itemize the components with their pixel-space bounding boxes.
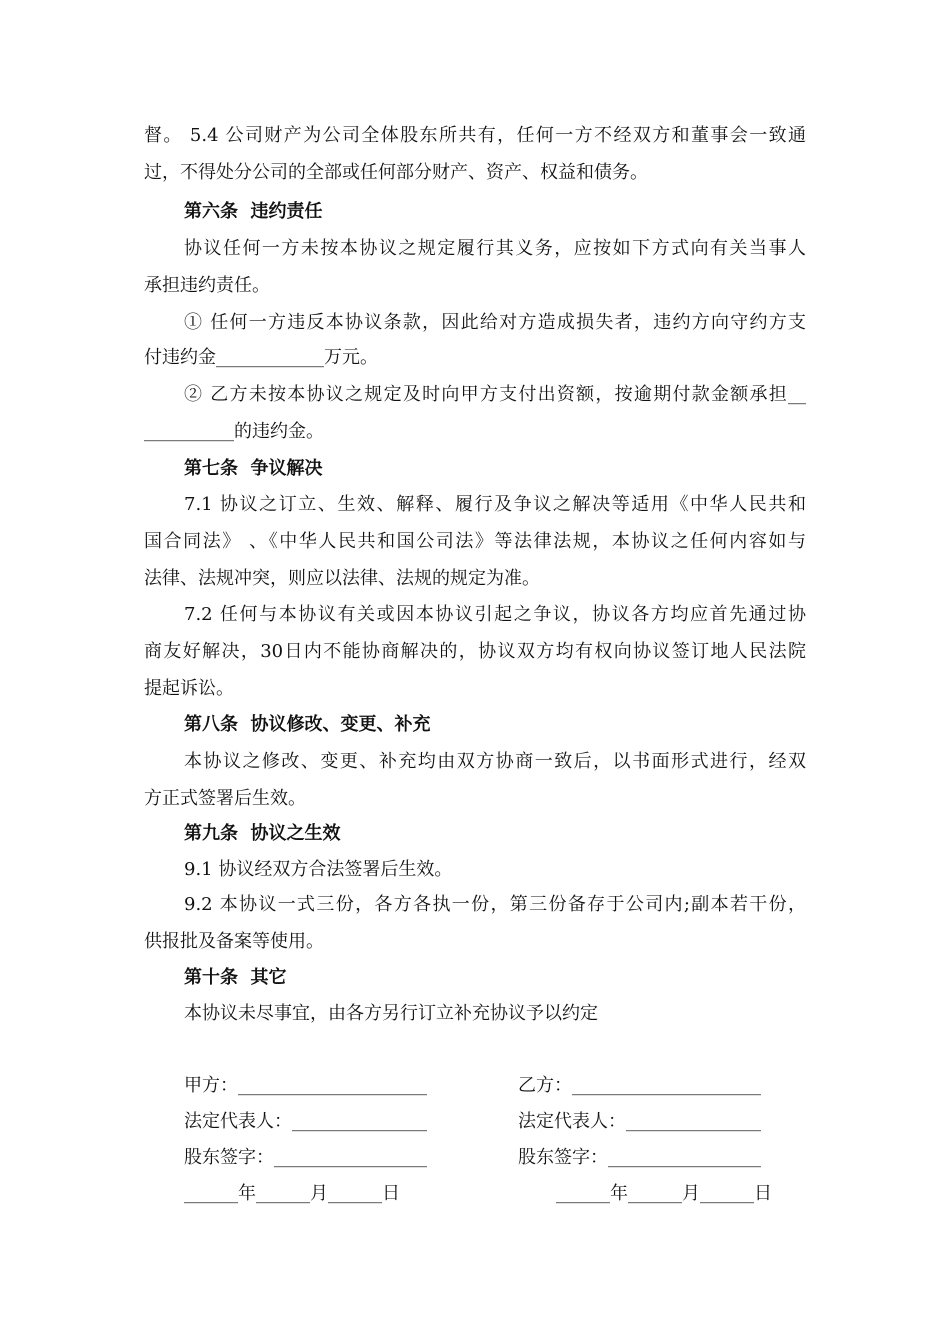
party-b-date-line: ______年______月______日 [556, 1183, 772, 1204]
paragraph-line: 协议任何一方未按本协议之规定履行其义务，应按如下方式向有关当事人 [184, 238, 806, 259]
article-8-title: 第八条 协议修改、变更、补充 [184, 714, 431, 735]
party-b-signature-line: 乙方：_____________________ [518, 1075, 761, 1096]
paragraph-line: 国合同法》 、《中华人民共和国公司法》等法律法规，本协议之任何内容如与 [144, 531, 806, 552]
party-a-date-line: ______年______月______日 [184, 1183, 400, 1204]
paragraph-line: 提起诉讼。 [144, 678, 234, 699]
party-a-representative-line: 法定代表人：_______________ [184, 1111, 427, 1132]
paragraph-line: 供报批及备案等使用。 [144, 931, 324, 952]
paragraph-line: 商友好解决，30日内不能协商解决的，协议双方均有权向协议签订地人民法院 [144, 641, 806, 662]
paragraph-line: 本协议之修改、变更、补充均由双方协商一致后，以书面形式进行，经双 [184, 751, 806, 772]
clause-item-2: ② 乙方未按本协议之规定及时向甲方支付出资额，按逾期付款金额承担__ [184, 384, 806, 405]
paragraph-line: 7.1 协议之订立、生效、解释、履行及争议之解决等适用《中华人民共和 [184, 494, 806, 515]
paragraph-line: __________的违约金。 [144, 421, 324, 442]
article-10-title: 第十条 其它 [184, 967, 287, 988]
paragraph-line: 法律、法规冲突，则应以法律、法规的规定为准。 [144, 568, 540, 589]
party-a-signature-line: 甲方：_____________________ [184, 1075, 427, 1096]
paragraph-line: 9.1 协议经双方合法签署后生效。 [184, 859, 453, 880]
paragraph-line: 督。 5.4 公司财产为公司全体股东所共有，任何一方不经双方和董事会一致通 [144, 125, 806, 146]
article-7-title: 第七条 争议解决 [184, 458, 323, 479]
paragraph-line: 7.2 任何与本协议有关或因本协议引起之争议，协议各方均应首先通过协 [184, 604, 806, 625]
party-b-shareholder-line: 股东签字：_________________ [518, 1147, 761, 1168]
article-6-title: 第六条 违约责任 [184, 201, 323, 222]
paragraph-line: 方正式签署后生效。 [144, 788, 306, 809]
paragraph-line: 承担违约责任。 [144, 275, 270, 296]
clause-item-1: ① 任何一方违反本协议条款，因此给对方造成损失者，违约方向守约方支 [184, 312, 806, 333]
party-b-representative-line: 法定代表人：_______________ [518, 1111, 761, 1132]
article-9-title: 第九条 协议之生效 [184, 823, 341, 844]
paragraph-line: 本协议未尽事宜，由各方另行订立补充协议予以约定 [184, 1003, 598, 1024]
party-a-shareholder-line: 股东签字：_________________ [184, 1147, 427, 1168]
paragraph-line: 过，不得处分公司的全部或任何部分财产、资产、权益和债务。 [144, 162, 648, 183]
paragraph-line: 付违约金____________万元。 [144, 347, 378, 368]
paragraph-line: 9.2 本协议一式三份，各方各执一份，第三份备存于公司内;副本若干份， [184, 894, 806, 915]
